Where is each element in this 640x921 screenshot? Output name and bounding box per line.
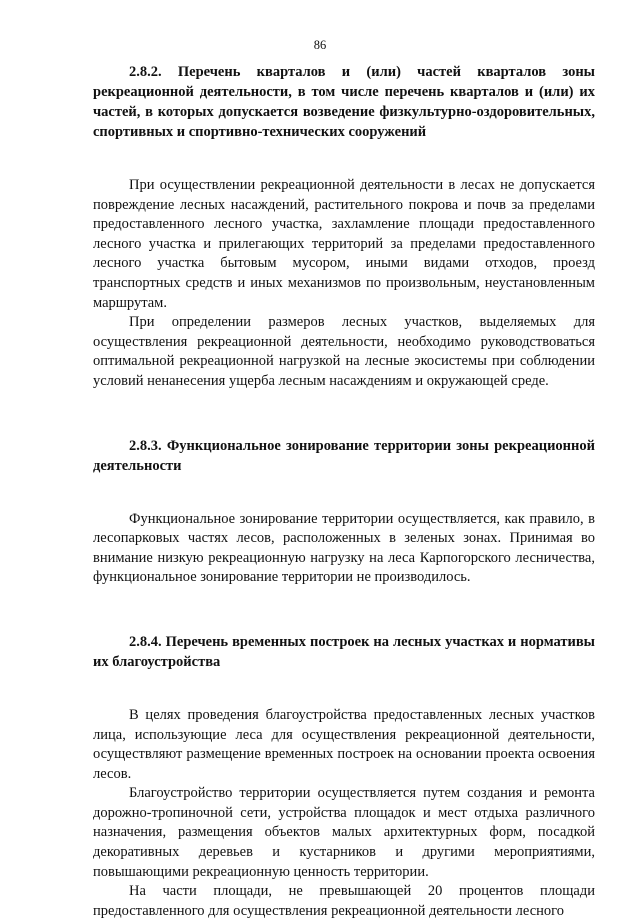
paragraph: В целях проведения благоустройства предоставленных лесных участков лица, использующие леса для осуществления рекреационной деятельности, осуществляют размещение временных построек на основании проекта освоения лесов. <box>93 706 595 782</box>
section-heading: 2.8.3. Функциональное зонирование территории зоны рекреационной деятельности <box>93 437 595 474</box>
section-heading: 2.8.4. Перечень временных построек на лесных участках и нормативы их благоустройства <box>93 633 595 670</box>
paragraph: На части площади, не превышающей 20 процентов площади предоставленного для осуществления рекреационной деятельности лесного <box>93 883 595 919</box>
section-heading: 2.8.2. Перечень кварталов и (или) частей кварталов зоны рекреационной деятельности, в том числе перечень кварталов и (или) их частей, в которых допускается возведение физкультурно-оздоровительных, спортивных и спортивно-технических сооружений <box>93 64 595 140</box>
page-content <box>93 62 595 921</box>
paragraph: Благоустройство территории осуществляется путем создания и ремонта дорожно-тропиночной сети, устройства площадок и мест отдыха различного назначения, размещения объектов малых архитектурных форм, посадкой декоративных деревьев и кустарников и другими мероприятиями, повышающими рекреационную ценность территории. <box>93 785 595 880</box>
paragraph: При определении размеров лесных участков, выделяемых для осуществления рекреационной деятельности, необходимо руководствоваться оптимальной рекреационной нагрузкой на лесные экосистемы при соблюдении условий ненанесения ущерба лесным насаждениям и окружающей среде. <box>93 314 595 389</box>
section-2-8-2 <box>93 62 595 392</box>
section-2-8-4 <box>93 632 595 921</box>
paragraph: При осуществлении рекреационной деятельности в лесах не допускается повреждение лесных насаждений, растительного покрова и почв за пределами предоставленного лесного участка, захламление площади предоставленного лесного участка и прилегающих территорий за пределами предоставленного лесного участка бытовым мусором, иными видами отходов, проезд транспортных средств и иных механизмов по произвольным, неустановленным маршрутам. <box>93 177 595 311</box>
section-2-8-3 <box>93 436 595 588</box>
page-number: 86 <box>313 38 327 52</box>
paragraph: Функциональное зонирование территории осуществляется, как правило, в лесопарковых частях лесов, расположенных в зеленых зонах. Принимая во внимание низкую рекреационную нагрузку на леса Карпогорского лесничества, функциональное зонирование территории не производилось. <box>93 510 595 586</box>
